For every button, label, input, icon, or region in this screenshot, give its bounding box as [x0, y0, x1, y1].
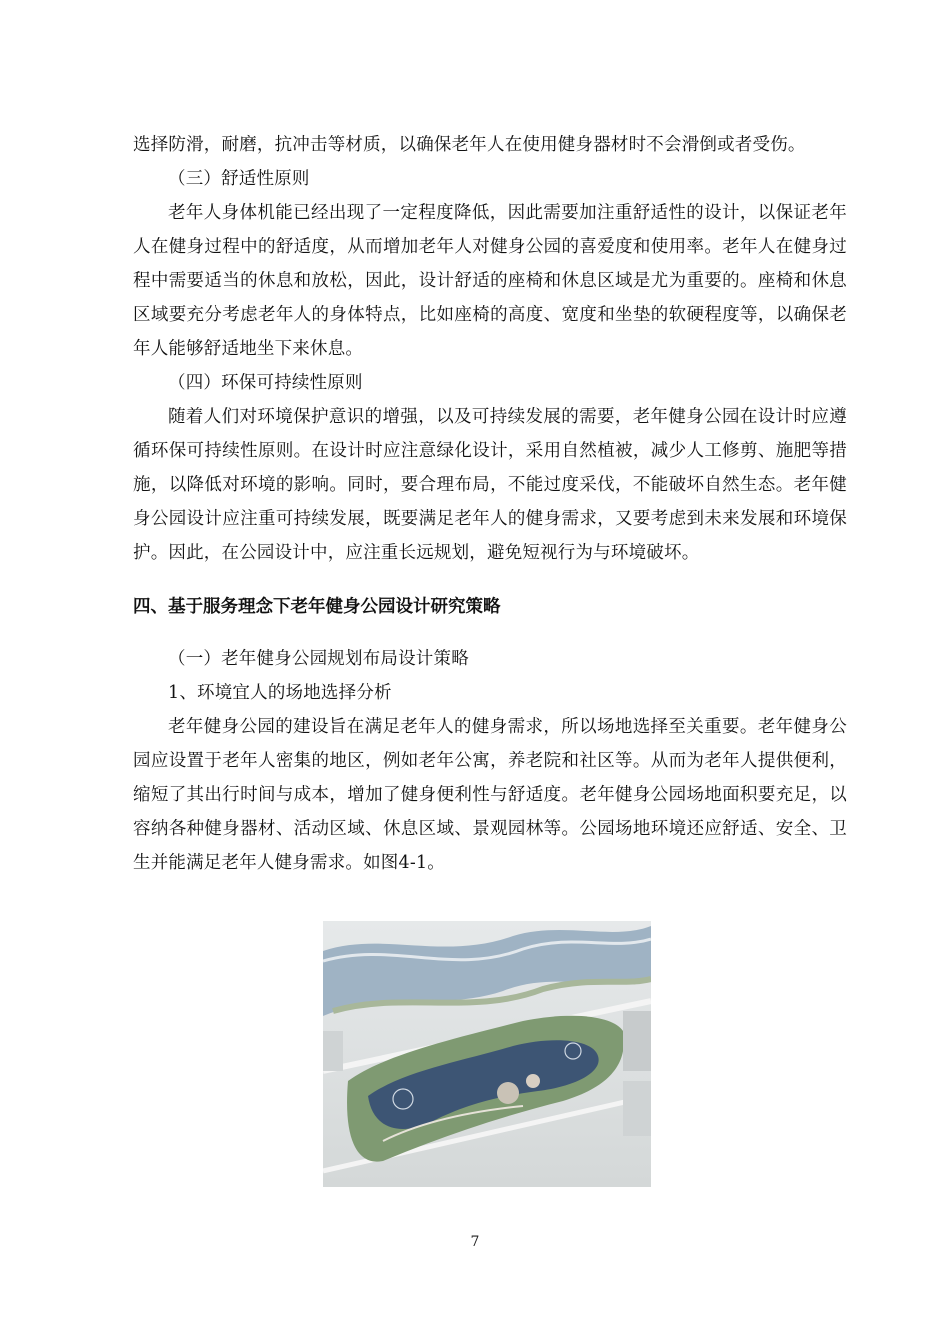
- section-heading: 四、基于服务理念下老年健身公园设计研究策略: [133, 597, 501, 617]
- park-plan-image: [323, 921, 651, 1187]
- park-plan-figure: [323, 921, 651, 1187]
- page-number: 7: [470, 1234, 480, 1250]
- subheading-comfort: （三）舒适性原则: [168, 169, 310, 189]
- paragraph-continuation: 选择防滑，耐磨，抗冲击等材质，以确保老年人在使用健身器材时不会滑倒或者受伤。: [133, 135, 806, 155]
- paragraph-sustainability: 随着人们对环境保护意识的增强，以及可持续发展的需要，老年健身公园在设计时应遵循环保可持续性原则。在设计时应注意绿化设计，采用自然植被，减少人工修剪、施肥等措施，以降低对环境的影响。同时，要合理布局，不能过度采伐，不能破坏自然生态。老年健身公园设计应注重可持续发展，既要满足老年人的健身需求，又要考虑到未来发展和环境保护。因此，在公园设计中，应注重长远规划，避免短视行为与环境破坏。: [133, 407, 847, 563]
- paragraph-site: 老年健身公园的建设旨在满足老年人的健身需求，所以场地选择至关重要。老年健身公园应设置于老年人密集的地区，例如老年公寓，养老院和社区等。从而为老年人提供便利，缩短了其出行时间与成本，增加了健身便利性与舒适度。老年健身公园场地面积要充足，以容纳各种健身器材、活动区域、休息区域、景观园林等。公园场地环境还应舒适、安全、卫生并能满足老年人健身需求。如图4-1。: [133, 716, 847, 873]
- paragraph-comfort: 老年人身体机能已经出现了一定程度降低，因此需要加注重舒适性的设计，以保证老年人在健身过程中的舒适度，从而增加老年人对健身公园的喜爱度和使用率。老年人在健身过程中需要适当的休息和放松，因此，设计舒适的座椅和休息区域是尤为重要的。座椅和休息区域要充分考虑老年人的身体特点，比如座椅的高度、宽度和坐垫的软硬程度等，以确保老年人能够舒适地坐下来休息。: [133, 203, 847, 359]
- subheading-sustainability: （四）环保可持续性原则: [168, 373, 363, 393]
- subheading-layout: （一）老年健身公园规划布局设计策略: [168, 648, 469, 669]
- document-body: [133, 128, 847, 880]
- subheading-site: 1、环境宜人的场地选择分析: [168, 682, 392, 703]
